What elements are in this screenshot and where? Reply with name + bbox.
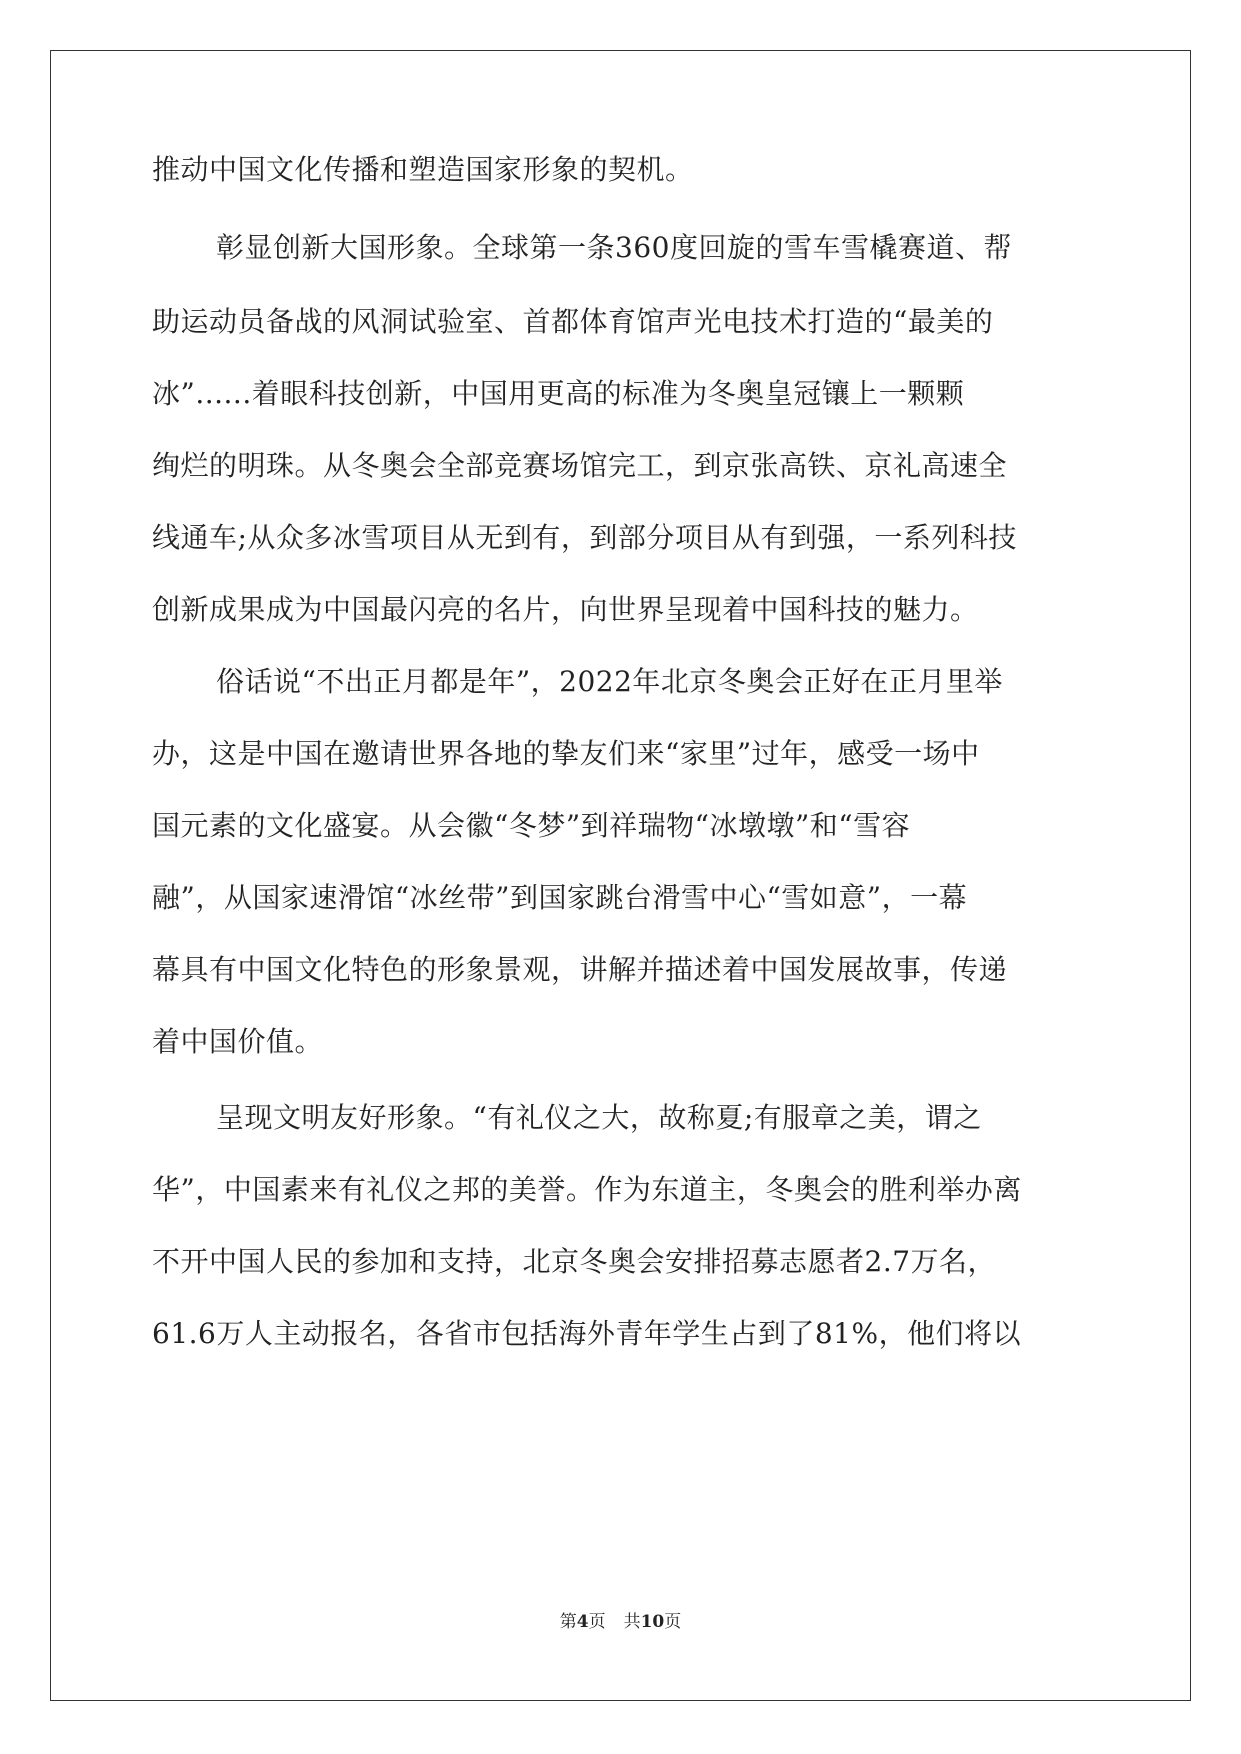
text-line: 线通车;从众多冰雪项目从无到有，到部分项目从有到强，一系列科技 [152, 521, 1017, 554]
paragraph-start-line: 彰显创新大国形象。全球第一条360度回旋的雪车雪橇赛道、帮 [216, 231, 1012, 264]
page-border [50, 50, 1191, 1701]
text-line: 绚烂的明珠。从冬奥会全部竞赛场馆完工，到京张高铁、京礼高速全 [152, 449, 1008, 482]
text-line: 推动中国文化传播和塑造国家形象的契机。 [152, 153, 694, 186]
text-line: 着中国价值。 [152, 1025, 324, 1058]
paragraph-start-line: 俗话说“不出正月都是年”，2022年北京冬奥会正好在正月里举 [216, 665, 1003, 698]
paragraph-start-line: 呈现文明友好形象。“有礼仪之大，故称夏;有服章之美，谓之 [216, 1101, 982, 1134]
page-footer [0, 1610, 1241, 1634]
text-line: 国元素的文化盛宴。从会徽“冬梦”到祥瑞物“冰墩墩”和“雪容 [152, 809, 911, 842]
text-line: 冰”......着眼科技创新，中国用更高的标准为冬奥皇冠镶上一颗颗 [152, 377, 965, 410]
text-line: 融”，从国家速滑馆“冰丝带”到国家跳台滑雪中心“雪如意”，一幕 [152, 881, 968, 914]
page-prefix: 第 [559, 1612, 577, 1632]
text-line: 办，这是中国在邀请世界各地的挚友们来“家里”过年，感受一场中 [152, 737, 980, 770]
page-unit: 页 [588, 1612, 606, 1632]
text-line: 不开中国人民的参加和支持，北京冬奥会安排招募志愿者2.7万名， [152, 1245, 997, 1278]
page-current-number: 4 [576, 1612, 589, 1632]
text-line: 幕具有中国文化特色的形象景观，讲解并描述着中国发展故事，传递 [152, 953, 1008, 986]
text-line: 61.6万人主动报名，各省市包括海外青年学生占到了81%，他们将以 [152, 1317, 1022, 1350]
total-prefix: 共 [623, 1612, 641, 1632]
text-line: 华”，中国素来有礼仪之邦的美誉。作为东道主，冬奥会的胜利举办离 [152, 1173, 1022, 1206]
text-line: 助运动员备战的风洞试验室、首都体育馆声光电技术打造的“最美的 [152, 305, 994, 338]
total-unit: 页 [664, 1612, 682, 1632]
page-total-number: 10 [640, 1612, 665, 1632]
text-line: 创新成果成为中国最闪亮的名片，向世界呈现着中国科技的魅力。 [152, 593, 979, 626]
